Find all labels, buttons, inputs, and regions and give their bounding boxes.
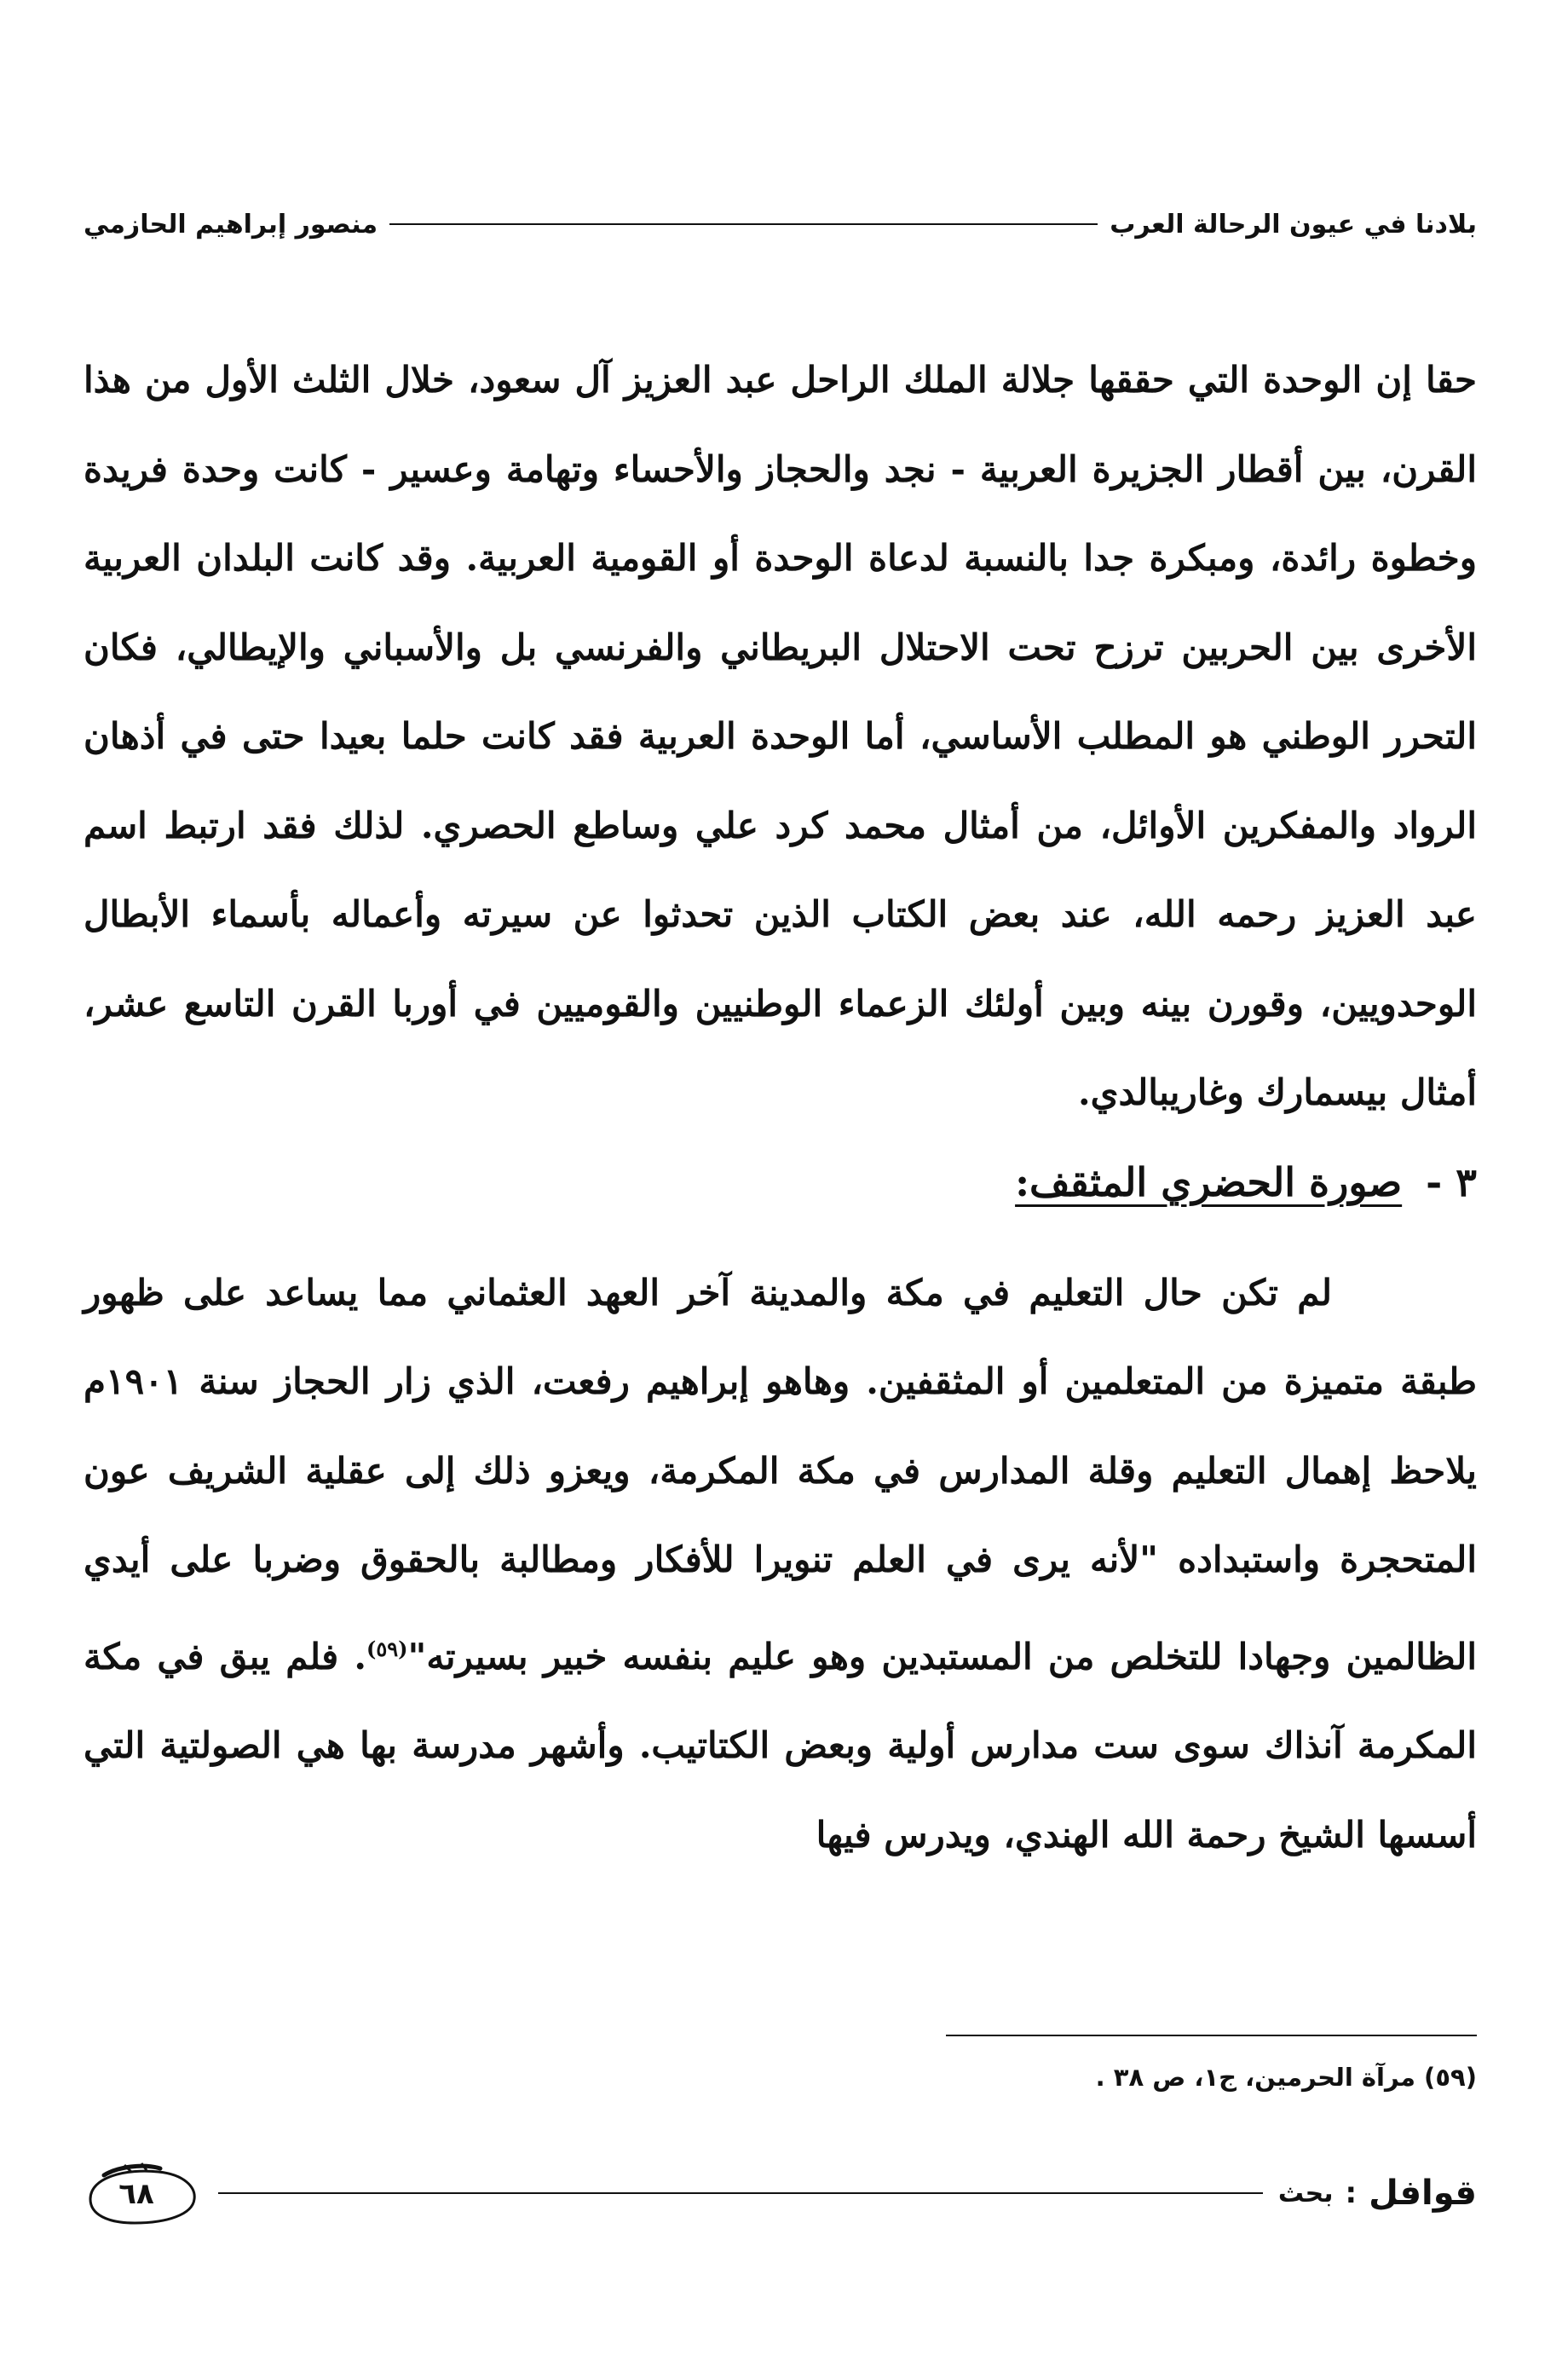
running-footer [75, 2155, 1477, 2232]
footer-separator: : [1345, 2176, 1358, 2210]
section-title: صورة الحضري المثقف: [1015, 1158, 1403, 1205]
footnote-reference[interactable]: (٥٩) [366, 1636, 408, 1661]
page-number-badge [75, 2155, 203, 2232]
footnote: (٥٩) مرآة الحرمين، ج١، ص ٣٨ . [1095, 2063, 1477, 2092]
footer-rule [218, 2192, 1263, 2194]
running-header [84, 203, 1477, 245]
page-number: ٦٨ [118, 2177, 154, 2211]
paragraph-2 [84, 1249, 1477, 1880]
footnote-rule [946, 2035, 1477, 2036]
header-book-title: بلادنا في عيون الرحالة العرب [1110, 209, 1477, 240]
header-author: منصور إبراهيم الحازمي [84, 209, 378, 240]
paragraph-2-continued: . فلم يبق في مكة المكرمة آنذاك سوى ست مدارس أولية وبعض الكتاتيب. وأشهر مدرسة بها هي الصولتية التي أسسها الشيخ رحمة الله الهندي، ويدرس فيها [84, 1635, 1477, 1856]
footer-section-label: بحث [1277, 2178, 1334, 2208]
section-number: ٣ - [1426, 1158, 1477, 1205]
section-heading [84, 1138, 1477, 1227]
footer-journal-name: قوافل [1369, 2174, 1477, 2213]
paragraph-2-text: لم تكن حال التعليم في مكة والمدينة آخر العهد العثماني مما يساعد على ظهور طبقة متميزة من المتعلمين أو المثقفين. وهاهو إبراهيم رفعت، الذي زار الحجاز سنة ١٩٠١م يلاحظ إهمال التعليم وقلة المدارس في مكة المكرمة، ويعزو ذلك إلى عقلية الشريف عون المتحجرة واستبداده "لأنه يرى في العلم تنويرا للأفكار ومطالبة بالحقوق وضربا على أيدي الظالمين وجهادا للتخلص من المستبدين وهو عليم بنفسه خبير بسيرته" [84, 1271, 1477, 1677]
paragraph-1: حقا إن الوحدة التي حققها جلالة الملك الراحل عبد العزيز آل سعود، خلال الثلث الأول من هذا القرن، بين أقطار الجزيرة العربية - نجد والحجاز والأحساء وتهامة وعسير - كانت وحدة فريدة وخطوة رائدة، ومبكرة جدا بالنسبة لدعاة الوحدة أو القومية العربية. وقد كانت البلدان العربية الأخرى بين الحربين ترزح تحت الاحتلال البريطاني والفرنسي بل والأسباني والإيطالي، فكان التحرر الوطني هو المطلب الأساسي، أما الوحدة العربية فقد كانت حلما بعيدا حتى في أذهان الرواد والمفكرين الأوائل، من أمثال محمد كرد علي وساطع الحصري. لذلك فقد ارتبط اسم عبد العزيز رحمه الله، عند بعض الكتاب الذين تحدثوا عن سيرته وأعماله بأسماء الأبطال الوحدويين، وقورن بينه وبين أولئك الزعماء الوطنيين والقوميين في أوربا القرن التاسع عشر، أمثال بيسمارك وغاريبالدي. [84, 359, 1477, 1113]
header-rule [389, 223, 1098, 225]
body-text [84, 336, 1477, 1879]
